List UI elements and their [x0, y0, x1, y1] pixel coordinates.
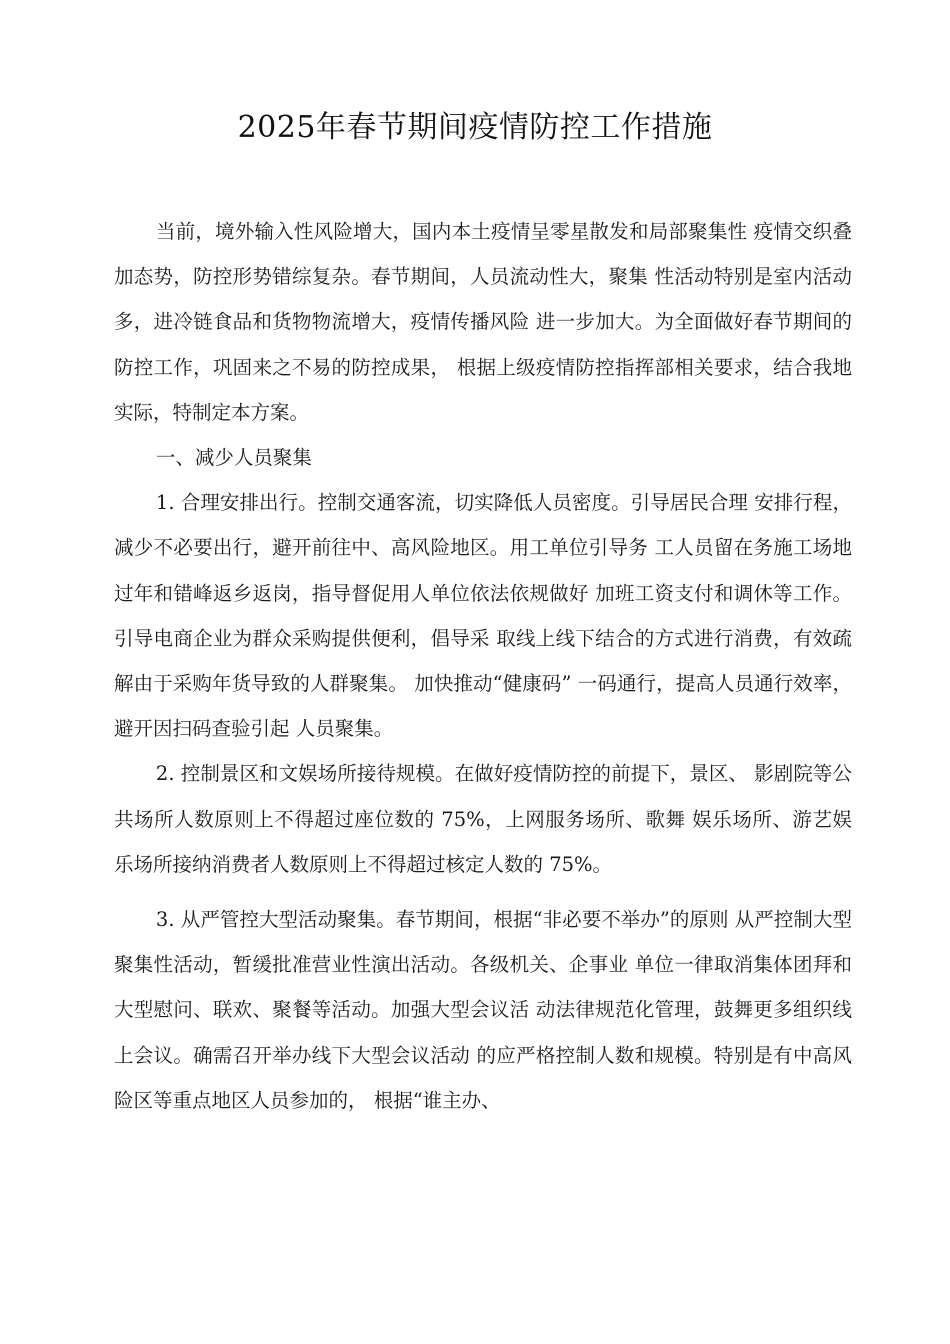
intro-paragraph: 当前，境外输入性风险增大，国内本土疫情呈零星散发和局部聚集性 疫情交织叠加态势，防控形势错综复杂。春节期间，人员流动性大，聚集 性活动特别是室内活动多，进冷链食品和货物物流增大，疫情传播风险 进一步加大。为全面做好春节期间的防控工作，巩固来之不易的防控成果， 根据上级疫情防控指挥部相关要求，结合我地实际，特制定本方案。 — [114, 220, 852, 424]
item-3-paragraph: 3. 从严管控大型活动聚集。春节期间，根据“非必要不举办”的原则 从严控制大型聚集性活动，暂缓批准营业性演出活动。各级机关、企事业 单位一律取消集体团拜和大型慰问、联欢、聚餐等活动。加强大型会议活 动法律规范化管理，鼓舞更多组织线上会议。确需召开举办线下大型会议活动 的应严格控制人数和规模。特别是有中高风险区等重点地区人员参加的， 根据“谁主办、 — [114, 908, 852, 1112]
section-heading: 一、减少人员聚集 — [155, 446, 312, 470]
document-title: 2025年春节期间疫情防控工作措施 — [237, 110, 713, 145]
item-1-paragraph: 1. 合理安排出行。控制交通客流，切实降低人员密度。引导居民合理 安排行程，减少不必要出行，避开前往中、高风险地区。用工单位引导务 工人员留在务施工场地过年和错峰返乡返岗，指导督促用人单位依法依规做好 加班工资支付和调休等工作。引导电商企业为群众采购提供便利，倡导采 取线上线下结合的方式进行消费，有效疏解由于采购年货导致的人群聚集。 加快推动“健康码” 一码通行，提高人员通行效率，避开因扫码查验引起 人员聚集。 — [114, 491, 852, 741]
item-2-paragraph: 2. 控制景区和文娱场所接待规模。在做好疫情防控的前提下，景区、 影剧院等公共场所人数原则上不得超过座位数的 75%，上网服务场所、歌舞 娱乐场所、游艺娱乐场所接纳消费者人数原则上不得超过核定人数的 75%。 — [114, 762, 852, 876]
document-body — [114, 209, 852, 1123]
